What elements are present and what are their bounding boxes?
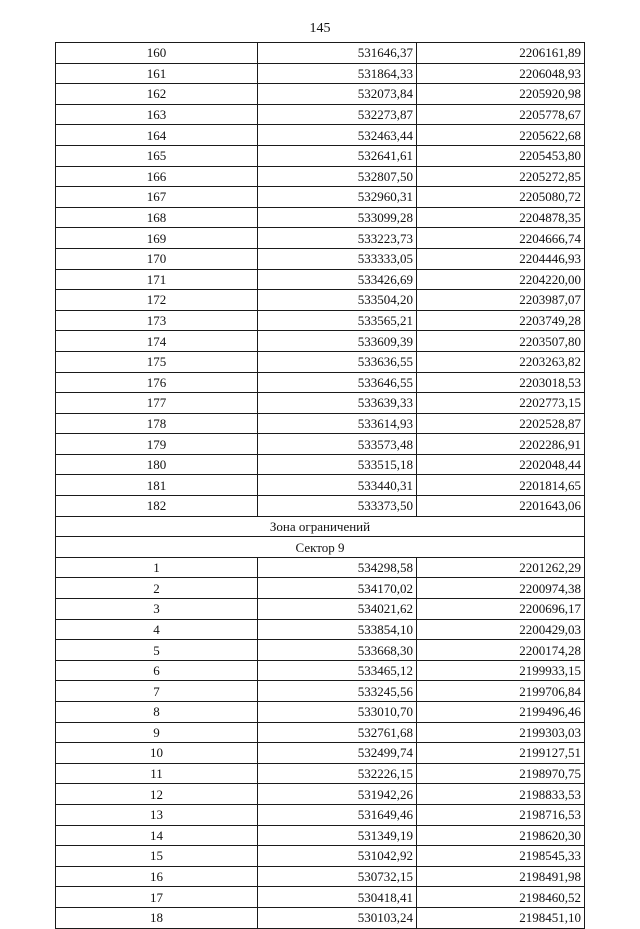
x-coordinate-cell: 533614,93: [258, 413, 417, 434]
y-coordinate-cell: 2203987,07: [417, 290, 585, 311]
point-number-cell: 14: [56, 825, 258, 846]
point-number-cell: 15: [56, 846, 258, 867]
x-coordinate-cell: 533099,28: [258, 207, 417, 228]
table-row: [56, 557, 585, 578]
y-coordinate-cell: 2198545,33: [417, 846, 585, 867]
x-coordinate-cell: 531349,19: [258, 825, 417, 846]
x-coordinate-cell: 532960,31: [258, 187, 417, 208]
table-row: [56, 743, 585, 764]
point-number-cell: 170: [56, 248, 258, 269]
y-coordinate-cell: 2200174,28: [417, 640, 585, 661]
y-coordinate-cell: 2205920,98: [417, 84, 585, 105]
point-number-cell: 181: [56, 475, 258, 496]
point-number-cell: 8: [56, 702, 258, 723]
y-coordinate-cell: 2202528,87: [417, 413, 585, 434]
point-number-cell: 12: [56, 784, 258, 805]
point-number-cell: 3: [56, 599, 258, 620]
point-number-cell: 17: [56, 887, 258, 908]
point-number-cell: 7: [56, 681, 258, 702]
table-row: [56, 846, 585, 867]
table-row: [56, 207, 585, 228]
x-coordinate-cell: 533373,50: [258, 496, 417, 517]
y-coordinate-cell: 2205272,85: [417, 166, 585, 187]
x-coordinate-cell: 533609,39: [258, 331, 417, 352]
x-coordinate-cell: 533636,55: [258, 351, 417, 372]
y-coordinate-cell: 2199303,03: [417, 722, 585, 743]
x-coordinate-cell: 533333,05: [258, 248, 417, 269]
x-coordinate-cell: 534170,02: [258, 578, 417, 599]
table-row: [56, 578, 585, 599]
sector-heading: Сектор 9: [56, 537, 585, 558]
point-number-cell: 165: [56, 145, 258, 166]
table-row: [56, 434, 585, 455]
point-number-cell: 173: [56, 310, 258, 331]
section-header-row: [56, 516, 585, 537]
coordinates-table: [55, 42, 585, 929]
y-coordinate-cell: 2198451,10: [417, 907, 585, 928]
point-number-cell: 16: [56, 866, 258, 887]
point-number-cell: 161: [56, 63, 258, 84]
x-coordinate-cell: 533223,73: [258, 228, 417, 249]
y-coordinate-cell: 2198970,75: [417, 763, 585, 784]
point-number-cell: 162: [56, 84, 258, 105]
y-coordinate-cell: 2204666,74: [417, 228, 585, 249]
table-row: [56, 784, 585, 805]
point-number-cell: 2: [56, 578, 258, 599]
point-number-cell: 167: [56, 187, 258, 208]
table-row: [56, 660, 585, 681]
y-coordinate-cell: 2202286,91: [417, 434, 585, 455]
x-coordinate-cell: 532273,87: [258, 104, 417, 125]
y-coordinate-cell: 2201643,06: [417, 496, 585, 517]
x-coordinate-cell: 532073,84: [258, 84, 417, 105]
coordinates-table-body: [56, 43, 585, 929]
x-coordinate-cell: 533426,69: [258, 269, 417, 290]
table-row: [56, 496, 585, 517]
x-coordinate-cell: 530418,41: [258, 887, 417, 908]
x-coordinate-cell: 533440,31: [258, 475, 417, 496]
x-coordinate-cell: 532463,44: [258, 125, 417, 146]
x-coordinate-cell: 533515,18: [258, 454, 417, 475]
y-coordinate-cell: 2198716,53: [417, 804, 585, 825]
table-row: [56, 393, 585, 414]
point-number-cell: 13: [56, 804, 258, 825]
y-coordinate-cell: 2206048,93: [417, 63, 585, 84]
table-row: [56, 372, 585, 393]
x-coordinate-cell: 533646,55: [258, 372, 417, 393]
x-coordinate-cell: 533010,70: [258, 702, 417, 723]
point-number-cell: 180: [56, 454, 258, 475]
table-row: [56, 104, 585, 125]
table-row: [56, 681, 585, 702]
y-coordinate-cell: 2203507,80: [417, 331, 585, 352]
table-row: [56, 640, 585, 661]
point-number-cell: 174: [56, 331, 258, 352]
x-coordinate-cell: 531649,46: [258, 804, 417, 825]
table-row: [56, 187, 585, 208]
x-coordinate-cell: 531864,33: [258, 63, 417, 84]
y-coordinate-cell: 2200696,17: [417, 599, 585, 620]
table-row: [56, 763, 585, 784]
table-row: [56, 475, 585, 496]
x-coordinate-cell: 533504,20: [258, 290, 417, 311]
y-coordinate-cell: 2201814,65: [417, 475, 585, 496]
table-row: [56, 599, 585, 620]
table-row: [56, 351, 585, 372]
x-coordinate-cell: 532761,68: [258, 722, 417, 743]
x-coordinate-cell: 534021,62: [258, 599, 417, 620]
point-number-cell: 1: [56, 557, 258, 578]
table-row: [56, 63, 585, 84]
point-number-cell: 182: [56, 496, 258, 517]
table-row: [56, 248, 585, 269]
y-coordinate-cell: 2205622,68: [417, 125, 585, 146]
table-row: [56, 310, 585, 331]
y-coordinate-cell: 2204878,35: [417, 207, 585, 228]
point-number-cell: 11: [56, 763, 258, 784]
table-row: [56, 619, 585, 640]
table-row: [56, 145, 585, 166]
x-coordinate-cell: 530103,24: [258, 907, 417, 928]
x-coordinate-cell: 531942,26: [258, 784, 417, 805]
x-coordinate-cell: 533639,33: [258, 393, 417, 414]
y-coordinate-cell: 2199127,51: [417, 743, 585, 764]
y-coordinate-cell: 2202773,15: [417, 393, 585, 414]
x-coordinate-cell: 533245,56: [258, 681, 417, 702]
x-coordinate-cell: 531646,37: [258, 43, 417, 64]
y-coordinate-cell: 2205453,80: [417, 145, 585, 166]
page-number: 145: [309, 21, 331, 36]
x-coordinate-cell: 532641,61: [258, 145, 417, 166]
table-row: [56, 907, 585, 928]
y-coordinate-cell: 2203018,53: [417, 372, 585, 393]
point-number-cell: 171: [56, 269, 258, 290]
x-coordinate-cell: 533668,30: [258, 640, 417, 661]
table-row: [56, 166, 585, 187]
point-number-cell: 6: [56, 660, 258, 681]
x-coordinate-cell: 533565,21: [258, 310, 417, 331]
x-coordinate-cell: 532499,74: [258, 743, 417, 764]
y-coordinate-cell: 2201262,29: [417, 557, 585, 578]
point-number-cell: 178: [56, 413, 258, 434]
y-coordinate-cell: 2206161,89: [417, 43, 585, 64]
point-number-cell: 172: [56, 290, 258, 311]
point-number-cell: 169: [56, 228, 258, 249]
y-coordinate-cell: 2198491,98: [417, 866, 585, 887]
point-number-cell: 18: [56, 907, 258, 928]
section-header-row: [56, 537, 585, 558]
y-coordinate-cell: 2205778,67: [417, 104, 585, 125]
table-row: [56, 454, 585, 475]
y-coordinate-cell: 2198460,52: [417, 887, 585, 908]
point-number-cell: 163: [56, 104, 258, 125]
x-coordinate-cell: 530732,15: [258, 866, 417, 887]
table-row: [56, 702, 585, 723]
y-coordinate-cell: 2203749,28: [417, 310, 585, 331]
point-number-cell: 160: [56, 43, 258, 64]
x-coordinate-cell: 533465,12: [258, 660, 417, 681]
y-coordinate-cell: 2200974,38: [417, 578, 585, 599]
y-coordinate-cell: 2205080,72: [417, 187, 585, 208]
y-coordinate-cell: 2204220,00: [417, 269, 585, 290]
y-coordinate-cell: 2199933,15: [417, 660, 585, 681]
table-row: [56, 413, 585, 434]
point-number-cell: 177: [56, 393, 258, 414]
y-coordinate-cell: 2199496,46: [417, 702, 585, 723]
y-coordinate-cell: 2200429,03: [417, 619, 585, 640]
table-row: [56, 825, 585, 846]
y-coordinate-cell: 2199706,84: [417, 681, 585, 702]
table-row: [56, 125, 585, 146]
x-coordinate-cell: 533573,48: [258, 434, 417, 455]
table-row: [56, 43, 585, 64]
x-coordinate-cell: 533854,10: [258, 619, 417, 640]
point-number-cell: 9: [56, 722, 258, 743]
table-row: [56, 331, 585, 352]
point-number-cell: 164: [56, 125, 258, 146]
y-coordinate-cell: 2204446,93: [417, 248, 585, 269]
point-number-cell: 175: [56, 351, 258, 372]
point-number-cell: 176: [56, 372, 258, 393]
y-coordinate-cell: 2202048,44: [417, 454, 585, 475]
x-coordinate-cell: 532807,50: [258, 166, 417, 187]
table-row: [56, 84, 585, 105]
x-coordinate-cell: 531042,92: [258, 846, 417, 867]
point-number-cell: 166: [56, 166, 258, 187]
table-row: [56, 228, 585, 249]
x-coordinate-cell: 532226,15: [258, 763, 417, 784]
point-number-cell: 5: [56, 640, 258, 661]
point-number-cell: 10: [56, 743, 258, 764]
table-row: [56, 722, 585, 743]
point-number-cell: 4: [56, 619, 258, 640]
y-coordinate-cell: 2198620,30: [417, 825, 585, 846]
y-coordinate-cell: 2198833,53: [417, 784, 585, 805]
point-number-cell: 179: [56, 434, 258, 455]
x-coordinate-cell: 534298,58: [258, 557, 417, 578]
table-row: [56, 804, 585, 825]
table-row: [56, 269, 585, 290]
table-row: [56, 887, 585, 908]
table-row: [56, 866, 585, 887]
table-row: [56, 290, 585, 311]
y-coordinate-cell: 2203263,82: [417, 351, 585, 372]
zone-heading: Зона ограничений: [56, 516, 585, 537]
point-number-cell: 168: [56, 207, 258, 228]
